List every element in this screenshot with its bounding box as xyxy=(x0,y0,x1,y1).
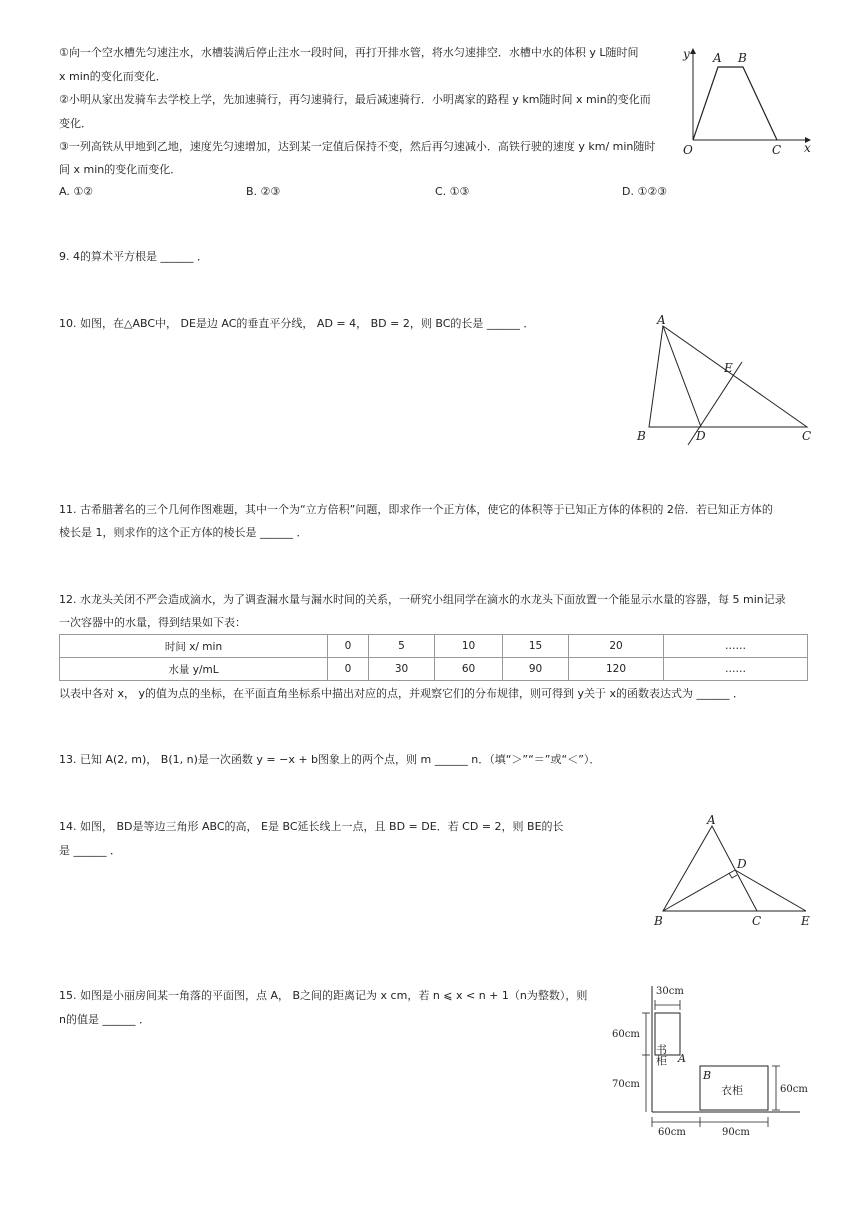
table-cell: 0 xyxy=(328,635,369,658)
table-row xyxy=(60,635,808,658)
q12-line1: 12. 水龙头关闭不严会造成滴水，为了调查漏水量与漏水时间的关系，一研究小组同学在滴水的水龙头下面放置一个能显示水量的容器，每 5 min记录 xyxy=(59,593,786,606)
table-cell-header-time: 时间 x/ min xyxy=(60,635,328,658)
graph-point-b-label: B xyxy=(738,51,747,65)
q8-option-c[interactable]: C. ①③ xyxy=(435,185,470,198)
q10-label-b: B xyxy=(637,429,646,443)
dim-90cm: 90cm xyxy=(722,1127,750,1138)
table-cell: 120 xyxy=(569,658,664,681)
q10-label-e: E xyxy=(724,361,733,375)
q11-line2: 棱长是 1，则求作的这个正方体的棱长是 ______ ． xyxy=(59,526,308,539)
q14-label-b: B xyxy=(654,914,663,928)
q10-label-a: A xyxy=(657,313,666,327)
table-cell: …… xyxy=(664,658,808,681)
q14-label-e: E xyxy=(801,914,810,928)
table-cell: 60 xyxy=(435,658,503,681)
dim-60cm-bottom: 60cm xyxy=(658,1127,686,1138)
table-cell: …… xyxy=(664,635,808,658)
table-row xyxy=(60,658,808,681)
table-cell: 5 xyxy=(369,635,435,658)
q10-label-d: D xyxy=(696,429,706,443)
q14-label-c: C xyxy=(752,914,762,928)
wardrobe-label: 衣柜 xyxy=(721,1084,743,1097)
q13-text: 13. 已知 A(2, m)， B(1, n)是一次函数 y = −x + b图象上的两个点，则 m ______ n．（填“＞”“＝”或“＜”）． xyxy=(59,753,601,766)
dim-60cm-right: 60cm xyxy=(780,1084,808,1095)
table-cell: 90 xyxy=(503,658,569,681)
q10-label-c: C xyxy=(802,429,812,443)
q14-label-a: A xyxy=(707,813,716,827)
graph-origin-label: O xyxy=(683,143,693,157)
q15-floorplan-figure xyxy=(610,980,815,1140)
q12-after-text: 以表中各对 x， y的值为点的坐标，在平面直角坐标系中描出对应的点，并观察它们的分布规律，则可得到 y关于 x的函数表达式为 ______ ． xyxy=(59,687,745,700)
q8-item2-line1: ②小明从家出发骑车去学校上学，先加速骑行，再匀速骑行，最后减速骑行．小明离家的路程 y km随时间 x min的变化而 xyxy=(59,93,651,106)
dim-70cm: 70cm xyxy=(612,1079,640,1090)
q8-graph-figure xyxy=(680,40,815,160)
q15-label-b: B xyxy=(703,1069,712,1082)
table-cell: 20 xyxy=(569,635,664,658)
q14-line1: 14. 如图， BD是等边三角形 ABC的高， E是 BC延长线上一点，且 BD = DE．若 CD = 2，则 BE的长 xyxy=(59,820,564,833)
q8-option-b[interactable]: B. ②③ xyxy=(246,185,281,198)
dim-30cm: 30cm xyxy=(656,986,684,997)
q14-triangle-figure xyxy=(648,812,818,932)
q11-line1: 11. 古希腊著名的三个几何作图难题，其中一个为“立方倍积”问题，即求作一个正方体，使它的体积等于已知正方体的体积的 2倍．若已知正方体的 xyxy=(59,503,773,516)
bookcase-label: 书柜 xyxy=(654,1044,668,1066)
q12-line2: 一次容器中的水量，得到结果如下表： xyxy=(59,616,246,629)
q9-text: 9. 4的算术平方根是 ______ ． xyxy=(59,250,208,263)
q8-item3-line1: ③一列高铁从甲地到乙地，速度先匀速增加，达到某一定值后保持不变，然后再匀速减小．高铁行驶的速度 y km/ min随时 xyxy=(59,140,656,153)
q12-data-table xyxy=(59,634,808,681)
q8-item2-line2: 变化． xyxy=(59,117,92,130)
q8-option-a[interactable]: A. ①② xyxy=(59,185,94,198)
graph-x-label: x xyxy=(804,141,811,155)
graph-point-a-label: A xyxy=(713,51,722,65)
table-cell: 0 xyxy=(328,658,369,681)
table-cell-header-volume: 水量 y/mL xyxy=(60,658,328,681)
table-cell: 30 xyxy=(369,658,435,681)
dim-60cm-left: 60cm xyxy=(612,1029,640,1040)
q8-item1-line1: ①向一个空水槽先匀速注水，水槽装满后停止注水一段时间，再打开排水管，将水匀速排空．水槽中水的体积 y L随时间 xyxy=(59,46,639,59)
q8-item1-line2: x min的变化而变化． xyxy=(59,70,167,83)
q10-text: 10. 如图，在△ABC中， DE是边 AC的垂直平分线， AD = 4， BD = 2，则 BC的长是 ______ ． xyxy=(59,317,535,330)
q14-label-d: D xyxy=(737,857,747,871)
table-cell: 15 xyxy=(503,635,569,658)
q8-item3-line2: 间 x min的变化而变化． xyxy=(59,163,182,176)
table-cell: 10 xyxy=(435,635,503,658)
q8-option-d[interactable]: D. ①②③ xyxy=(622,185,668,198)
q15-line1: 15. 如图是小丽房间某一角落的平面图，点 A， B之间的距离记为 x cm，若 n ⩽ x < n + 1（n为整数），则 xyxy=(59,989,588,1002)
graph-y-label: y xyxy=(683,47,690,61)
graph-point-c-label: C xyxy=(772,143,782,157)
q10-triangle-figure xyxy=(632,310,817,450)
q15-line2: n的值是 ______ ． xyxy=(59,1013,150,1026)
q15-label-a: A xyxy=(678,1052,686,1065)
q14-line2: 是 ______ ． xyxy=(59,844,121,857)
